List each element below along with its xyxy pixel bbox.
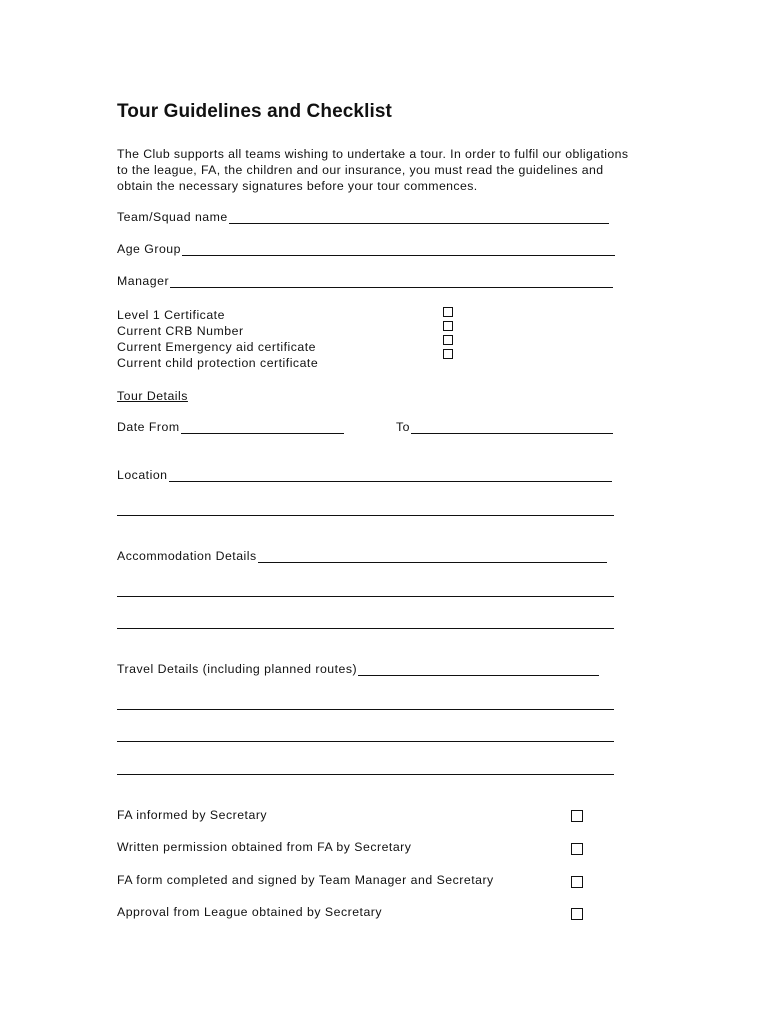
manager-blank[interactable] [170, 275, 613, 288]
age-group-label: Age Group [117, 242, 181, 256]
travel-field [117, 662, 599, 676]
fa-checklist-item: Approval from League obtained by Secretary [117, 905, 383, 919]
fa-checkbox[interactable] [571, 810, 583, 822]
travel-blank-line[interactable] [117, 774, 614, 775]
certificate-checkbox[interactable] [443, 321, 453, 331]
accommodation-label: Accommodation Details [117, 549, 257, 563]
accommodation-blank-line[interactable] [117, 596, 614, 597]
certificate-item: Current child protection certificate [117, 356, 319, 370]
tour-details-heading: Tour Details [117, 389, 188, 403]
certificate-checkbox[interactable] [443, 307, 453, 317]
date-from-label: Date From [117, 420, 180, 434]
date-to-field [396, 420, 613, 434]
age-group-blank[interactable] [182, 243, 615, 256]
team-name-label: Team/Squad name [117, 210, 228, 224]
travel-label: Travel Details (including planned routes) [117, 662, 358, 676]
certificate-item: Level 1 Certificate [117, 308, 225, 322]
fa-checklist-item: FA informed by Secretary [117, 808, 268, 822]
certificate-list [117, 307, 318, 371]
location-blank-line[interactable] [117, 515, 614, 516]
fa-checkbox[interactable] [571, 843, 583, 855]
fa-checklist-item: Written permission obtained from FA by Secretary [117, 840, 412, 854]
date-to-label: To [396, 420, 410, 434]
fa-checkbox[interactable] [571, 876, 583, 888]
fa-checkbox[interactable] [571, 908, 583, 920]
travel-blank[interactable] [358, 663, 599, 676]
location-field [117, 468, 612, 482]
team-name-blank[interactable] [229, 211, 609, 224]
certificate-checkbox[interactable] [443, 349, 453, 359]
travel-blank-line[interactable] [117, 741, 614, 742]
manager-label: Manager [117, 274, 170, 288]
date-from-blank[interactable] [181, 421, 344, 434]
certificate-item: Current Emergency aid certificate [117, 340, 316, 354]
certificate-item: Current CRB Number [117, 324, 244, 338]
team-name-field [117, 210, 609, 224]
fa-checklist-item: FA form completed and signed by Team Manager and Secretary [117, 873, 494, 887]
travel-blank-line[interactable] [117, 709, 614, 710]
page-title: Tour Guidelines and Checklist [117, 101, 392, 122]
age-group-field [117, 242, 615, 256]
accommodation-field [117, 549, 607, 563]
certificate-checkbox[interactable] [443, 335, 453, 345]
location-blank[interactable] [169, 469, 612, 482]
intro-paragraph: The Club supports all teams wishing to undertake a tour. In order to fulfil our obligations to the league, FA, the children and our insurance, you must read the guidelines and obtain the necessary signatures before your tour commences. [117, 147, 629, 193]
manager-field [117, 274, 613, 288]
accommodation-blank-line[interactable] [117, 628, 614, 629]
date-from-field [117, 420, 344, 434]
accommodation-blank[interactable] [258, 550, 607, 563]
date-to-blank[interactable] [411, 421, 613, 434]
location-label: Location [117, 468, 168, 482]
